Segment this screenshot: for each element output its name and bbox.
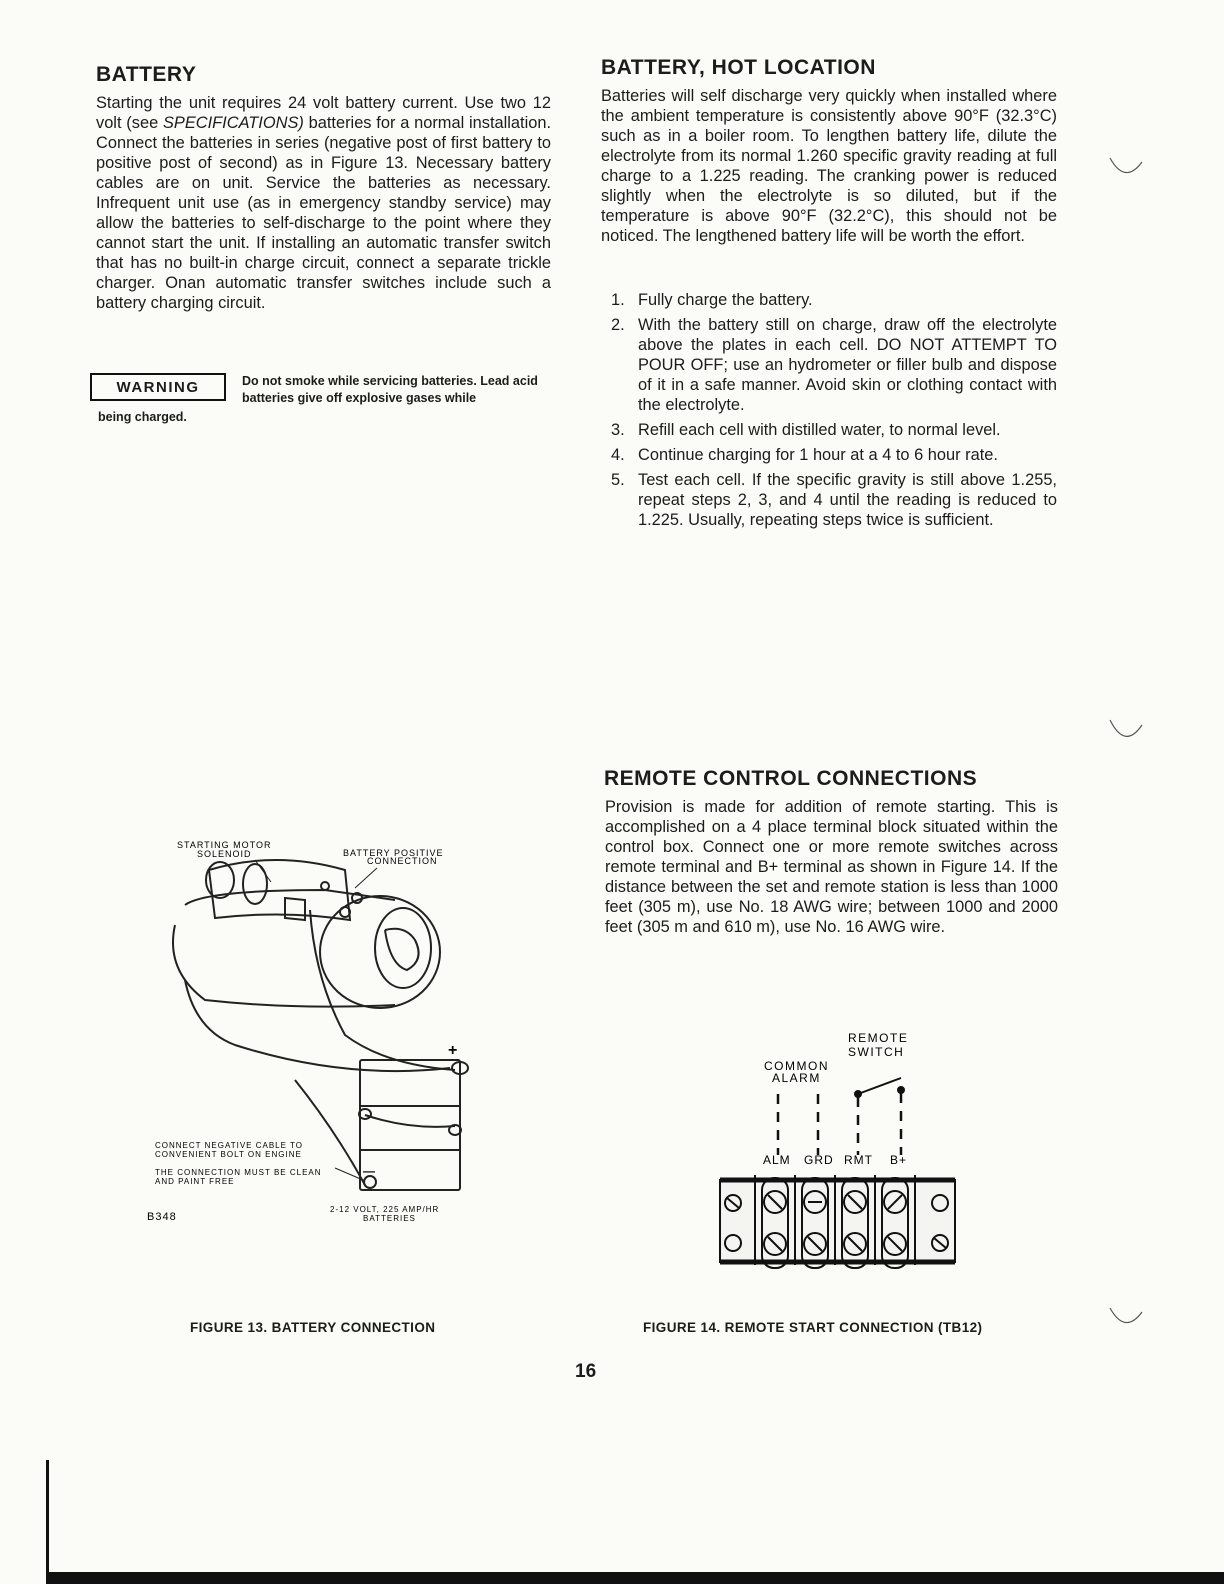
remote-control-paragraph: Provision is made for addition of remote starting. This is accomplished on a 4 place terminal block situated within the control box. Connect one or more remote switches across remote terminal and B+ terminal as shown in Figure 14. If the distance between the set and remote station is less than 1000 feet (305 m), use No. 18 AWG wire; between 1000 and 2000 feet (305 m and 610 m), use No. 16 AWG wire. (605, 798, 1058, 936)
figure14-caption: FIGURE 14. REMOTE START CONNECTION (TB12) (643, 1320, 983, 1335)
hot-location-heading: BATTERY, HOT LOCATION (601, 56, 876, 79)
starter-motor-drawing (173, 860, 458, 1071)
label-remote-line1: REMOTE (848, 1031, 909, 1045)
hot-location-paragraph: Batteries will self discharge very quickly when installed where the ambient temperature is consistently above 90°F (32.3°C) such as in a boiler room. To lengthen battery life, dilute the electrolyte from its normal 1.260 specific gravity reading at full charge to a 1.225 reading. The cranking power is reduced slightly when the electrolyte is so diluted, but if the temperature is above 90°F (32.2°C), this should not be noticed. The lengthened battery life will be worth the effort. (601, 87, 1057, 245)
step-item: 3. Refill each cell with distilled water, to normal level. (611, 421, 1001, 439)
battery-paragraph: Starting the unit requires 24 volt battery current. Use two 12 volt (see SPECIFICATIONS) batteries for a normal installation. Connect the batteries in series (negative post of first battery to positive post of second) as in Figure 13. Necessary battery cables are on unit. Service the batteries as necessary. Infrequent unit use (as in emergency standby service) may allow the batteries to self-discharge to the point where they cannot start the unit. If installing an automatic transfer switch that has no built-in charge circuit, connect a separate trickle charger. Onan automatic transfer switches include such a battery charging circuit. (96, 94, 552, 312)
label-common-line2: ALARM (772, 1071, 821, 1085)
label-common-line1: COMMON (764, 1059, 829, 1073)
remote-control-heading: REMOTE CONTROL CONNECTIONS (604, 767, 978, 790)
remote-switch-symbol (855, 1078, 904, 1097)
label-batteries-line1: 2-12 VOLT, 225 AMP/HR (330, 1205, 440, 1214)
battery-connection-figure (145, 830, 485, 1230)
scan-edge-left (46, 1460, 49, 1584)
positive-terminal-sign: + (448, 1042, 458, 1059)
battery-heading: BATTERY (96, 63, 197, 86)
page-number: 16 (575, 1361, 597, 1382)
label-positive-line1: BATTERY POSITIVE (343, 848, 444, 858)
terminal-block-figure (715, 1030, 965, 1270)
label-solenoid-line1: STARTING MOTOR (177, 840, 272, 850)
hot-location-steps (611, 290, 1057, 535)
step-item: 2. With the battery still on charge, draw off the electrolyte above the plates in each cell. DO NOT ATTEMPT TO POUR OFF; use an hydrometer or filler bulb and dispose of it in a safe manner. Avoid skin or clothing contact with the electrolyte. (611, 316, 1057, 414)
figure13-code: B348 (147, 1211, 177, 1223)
scan-edge-bottom (46, 1572, 1224, 1584)
label-positive-line2: CONNECTION (367, 856, 438, 866)
binding-hole-marks (1100, 150, 1150, 1340)
step-item: 1. Fully charge the battery. (611, 291, 813, 309)
terminal-label-rmt: RMT (844, 1153, 873, 1167)
warning-label: WARNING (90, 373, 226, 401)
terminal-label-grd: GRD (804, 1153, 834, 1167)
warning-text-continued: being charged. (98, 410, 187, 424)
label-negative-line3: THE CONNECTION MUST BE CLEAN (155, 1168, 322, 1177)
label-negative-line1: CONNECT NEGATIVE CABLE TO (155, 1141, 303, 1150)
step-item: 4. Continue charging for 1 hour at a 4 to 6 hour rate. (611, 446, 998, 464)
negative-terminal-sign: — (363, 1164, 375, 1178)
label-negative-line4: AND PAINT FREE (155, 1177, 235, 1186)
step-item: 5. Test each cell. If the specific gravity is still above 1.255, repeat steps 2, 3, and 4 until the reading is reduced to 1.225. Usually, repeating steps twice is sufficient. (611, 471, 1057, 529)
wire-leads (778, 1093, 901, 1155)
specifications-reference: SPECIFICATIONS) (162, 114, 304, 132)
label-negative-line2: CONVENIENT BOLT ON ENGINE (155, 1150, 302, 1159)
terminal-block-drawing (720, 1175, 955, 1268)
label-remote-line2: SWITCH (848, 1045, 905, 1059)
label-batteries-line2: BATTERIES (363, 1214, 416, 1223)
terminal-label-alm: ALM (763, 1153, 791, 1167)
warning-text: Do not smoke while servicing batteries. Lead acid batteries give off explosive gases while (242, 374, 538, 405)
label-solenoid-line2: SOLENOID (197, 849, 252, 859)
figure13-caption: FIGURE 13. BATTERY CONNECTION (190, 1320, 436, 1335)
terminal-label-bplus: B+ (890, 1153, 908, 1167)
